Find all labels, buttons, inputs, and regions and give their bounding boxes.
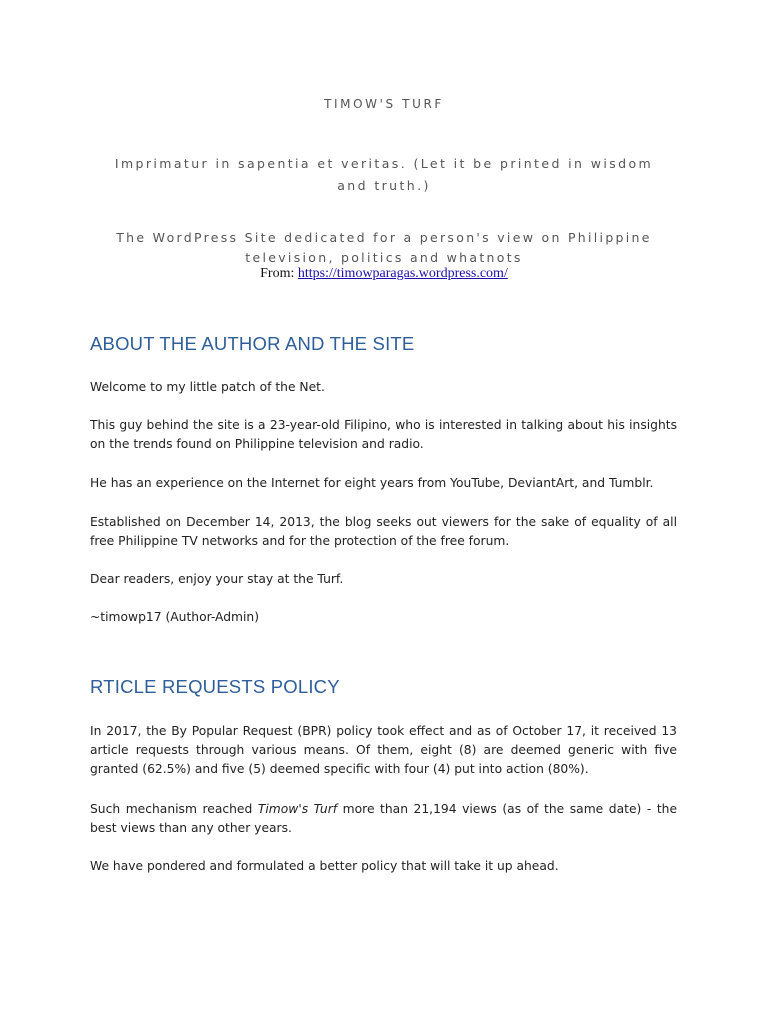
site-tagline: Imprimatur in sapentia et veritas. (Let it be printed in wisdom and truth.) [114,156,654,193]
site-name-emphasis: Timow's Turf [257,802,338,816]
policy-paragraph-2-prefix: Such mechanism reached [90,802,258,816]
site-title: TIMOW'S TURF [324,97,444,111]
from-label: From: [260,266,295,281]
policy-heading: RTICLE REQUESTS POLICY [90,676,340,697]
policy-paragraph-2 [90,800,677,838]
policy-paragraph-2-suffix: more than 21,194 views (as of the same date) - the best views than any other years. [90,802,678,835]
policy-paragraph-1: In 2017, the By Popular Request (BPR) policy took effect and as of October 17, it received 13 article requests through various means. Of them, eight (8) are deemed generic with five granted (62.5%) and five (5) deemed specific with four (4) put into action (80%). [90,724,677,776]
about-paragraph-4: Established on December 14, 2013, the blog seeks out viewers for the sake of equality of all free Philippine TV networks and for the protection of the free forum. [90,515,677,548]
policy-paragraph-3: We have pondered and formulated a better policy that will take it up ahead. [90,859,559,873]
source-link[interactable]: https://timowparagas.wordpress.com/ [297,266,508,281]
about-paragraph-1: Welcome to my little patch of the Net. [90,380,325,394]
site-description: The WordPress Site dedicated for a person's view on Philippine television, politics and whatnots [116,230,652,265]
about-heading: ABOUT THE AUTHOR AND THE SITE [90,333,415,354]
source-line [0,266,768,282]
about-paragraph-2: This guy behind the site is a 23-year-old Filipino, who is interested in talking about his insights on the trends found on Philippine television and radio. [90,418,677,451]
about-paragraph-3: He has an experience on the Internet for eight years from YouTube, DeviantArt, and Tumblr. [90,476,654,490]
author-signature: ~timowp17 (Author-Admin) [90,610,260,624]
about-paragraph-5: Dear readers, enjoy your stay at the Turf. [90,572,344,586]
